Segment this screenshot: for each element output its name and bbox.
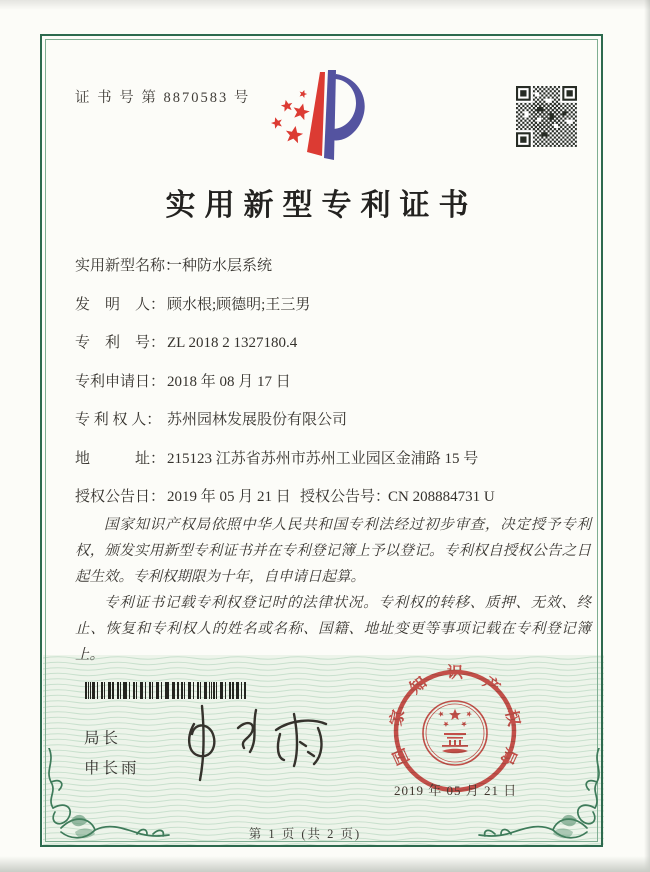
legal-text bbox=[75, 512, 591, 668]
certificate-title: 实用新型专利证书 bbox=[165, 189, 478, 222]
field-value: 苏州园林发展股份有限公司 bbox=[167, 412, 348, 428]
field-label: 发 明 人： bbox=[75, 296, 166, 313]
qr-code bbox=[516, 86, 577, 147]
seal-date: 2019 年 05 月 21 日 bbox=[394, 783, 518, 798]
signer-title: 局长 bbox=[84, 730, 122, 747]
field-label: 专 利 权 人： bbox=[75, 412, 162, 428]
photo-edge-shadow bbox=[644, 0, 650, 872]
field-value: 215123 江苏省苏州市苏州工业园区金浦路 15 号 bbox=[167, 450, 479, 467]
director-signature bbox=[172, 694, 352, 790]
legal-paragraph-2: 专利证书记载专利权登记时的法律状况。专利权的转移、质押、无效、终止、恢复和专利权人的姓名或名称、国籍、地址变更等事项记载在专利登记簿上。 bbox=[75, 595, 591, 663]
field-row-grant bbox=[75, 485, 595, 508]
field-value: 一种防水层系统 bbox=[167, 258, 273, 274]
field-label: 授权公告号： bbox=[300, 489, 391, 505]
field-value: 顾水根;顾德明;王三男 bbox=[167, 296, 311, 313]
field-row-patent-number bbox=[75, 331, 595, 354]
grant-number-pair bbox=[300, 485, 495, 506]
field-label: 实用新型名称： bbox=[75, 258, 181, 274]
field-value: ZL 2018 2 1327180.4 bbox=[167, 335, 298, 351]
field-label: 授权公告日： bbox=[75, 489, 166, 505]
field-row-name bbox=[75, 254, 595, 277]
certificate-number: 证 书 号 第 8870583 号 bbox=[75, 90, 251, 106]
photo-edge-shadow bbox=[0, 0, 650, 10]
legal-paragraph-1: 国家知识产权局依照中华人民共和国专利法经过初步审查，决定授予专利权，颁发实用新型专利证书并在专利登记簿上予以登记。专利权自授权公告之日起生效。专利权期限为十年，自申请日起算。 bbox=[75, 517, 591, 585]
field-row-patentee bbox=[75, 408, 595, 431]
field-row-filing-date bbox=[75, 370, 595, 393]
signer-name: 申长雨 bbox=[84, 760, 140, 777]
photo-edge-shadow bbox=[0, 856, 650, 872]
field-label: 专利申请日： bbox=[75, 373, 166, 390]
field-row-address bbox=[75, 447, 595, 470]
grant-date-value: 2019 年 05 月 21 日 bbox=[167, 489, 291, 505]
field-value: 2018 年 08 月 17 日 bbox=[167, 373, 291, 390]
svg-text:国家知识产权局: 国家知识产权局 bbox=[387, 664, 523, 768]
field-label: 地 址： bbox=[75, 450, 166, 467]
field-row-inventors bbox=[75, 293, 595, 316]
field-list bbox=[75, 254, 595, 524]
footer-page-number: 第 1 页 (共 2 页) bbox=[248, 827, 362, 841]
cnipa-logo-icon bbox=[258, 66, 370, 166]
grant-number-value: CN 208884731 U bbox=[388, 489, 495, 505]
field-label: 专 利 号： bbox=[75, 335, 166, 351]
